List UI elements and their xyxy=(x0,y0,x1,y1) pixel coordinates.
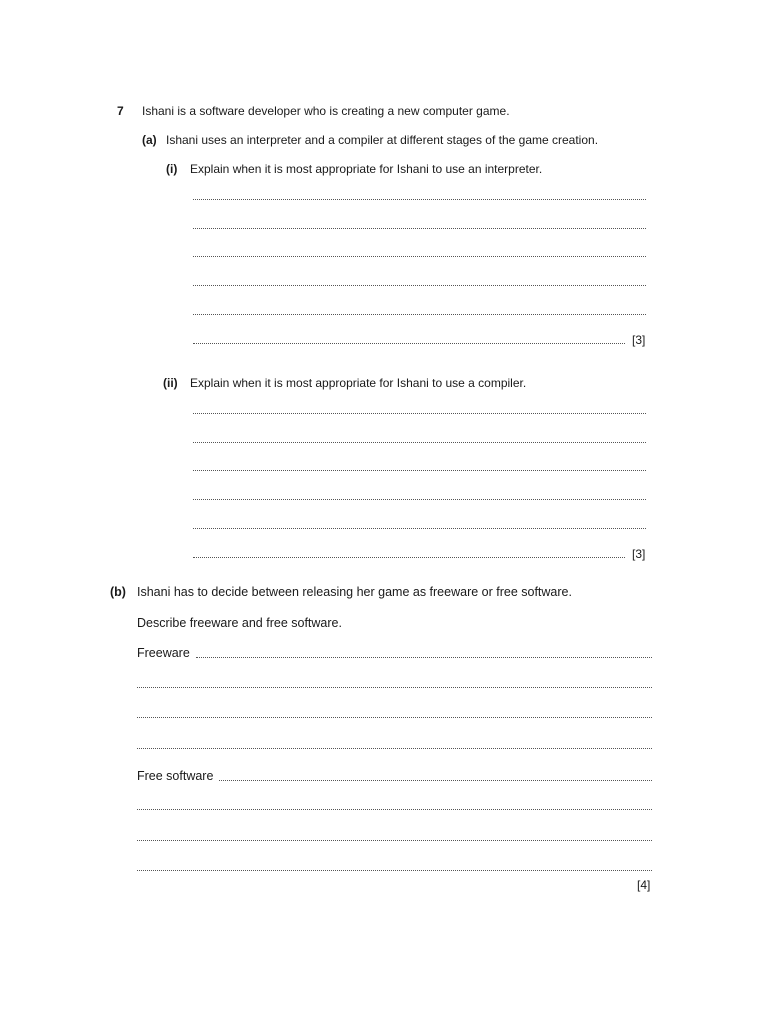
freeware-answer-line[interactable] xyxy=(196,657,652,658)
part-a-i-label: (i) xyxy=(166,162,178,176)
answer-line[interactable] xyxy=(193,343,625,344)
answer-line[interactable] xyxy=(193,557,625,558)
answer-line[interactable] xyxy=(193,442,646,443)
answer-line[interactable] xyxy=(137,840,652,841)
answer-line[interactable] xyxy=(137,870,652,871)
part-a-ii-label: (ii) xyxy=(163,376,178,390)
answer-line[interactable] xyxy=(137,687,652,688)
free-software-label: Free software xyxy=(137,769,214,783)
free-software-answer-line[interactable] xyxy=(219,780,652,781)
marks-part-b: [4] xyxy=(637,878,651,892)
answer-line[interactable] xyxy=(193,199,646,200)
answer-line[interactable] xyxy=(193,528,646,529)
part-b-label: (b) xyxy=(110,585,126,599)
freeware-answer-row[interactable] xyxy=(137,645,652,661)
answer-line[interactable] xyxy=(193,228,646,229)
answer-line[interactable] xyxy=(193,499,646,500)
question-stem: Ishani is a software developer who is creating a new computer game. xyxy=(142,104,510,118)
answer-line[interactable] xyxy=(193,256,646,257)
answer-line[interactable] xyxy=(193,413,646,414)
part-a-label: (a) xyxy=(142,133,157,147)
answer-line[interactable] xyxy=(193,285,646,286)
answer-line[interactable] xyxy=(193,470,646,471)
marks-part-a-i: [3] xyxy=(632,333,646,347)
part-a-ii-text: Explain when it is most appropriate for Ishani to use a compiler. xyxy=(190,376,527,390)
marks-part-a-ii: [3] xyxy=(632,547,646,561)
answer-line[interactable] xyxy=(137,717,652,718)
part-a-i-text: Explain when it is most appropriate for Ishani to use an interpreter. xyxy=(190,162,543,176)
answer-line[interactable] xyxy=(137,748,652,749)
free-software-answer-row[interactable] xyxy=(137,768,652,784)
freeware-label: Freeware xyxy=(137,646,190,660)
question-number: 7 xyxy=(117,104,124,118)
answer-line[interactable] xyxy=(193,314,646,315)
part-b-text: Ishani has to decide between releasing her game as freeware or free software. xyxy=(137,585,572,599)
part-a-text: Ishani uses an interpreter and a compiler at different stages of the game creation. xyxy=(166,133,599,147)
part-b-instruction: Describe freeware and free software. xyxy=(137,616,342,630)
answer-line[interactable] xyxy=(137,809,652,810)
